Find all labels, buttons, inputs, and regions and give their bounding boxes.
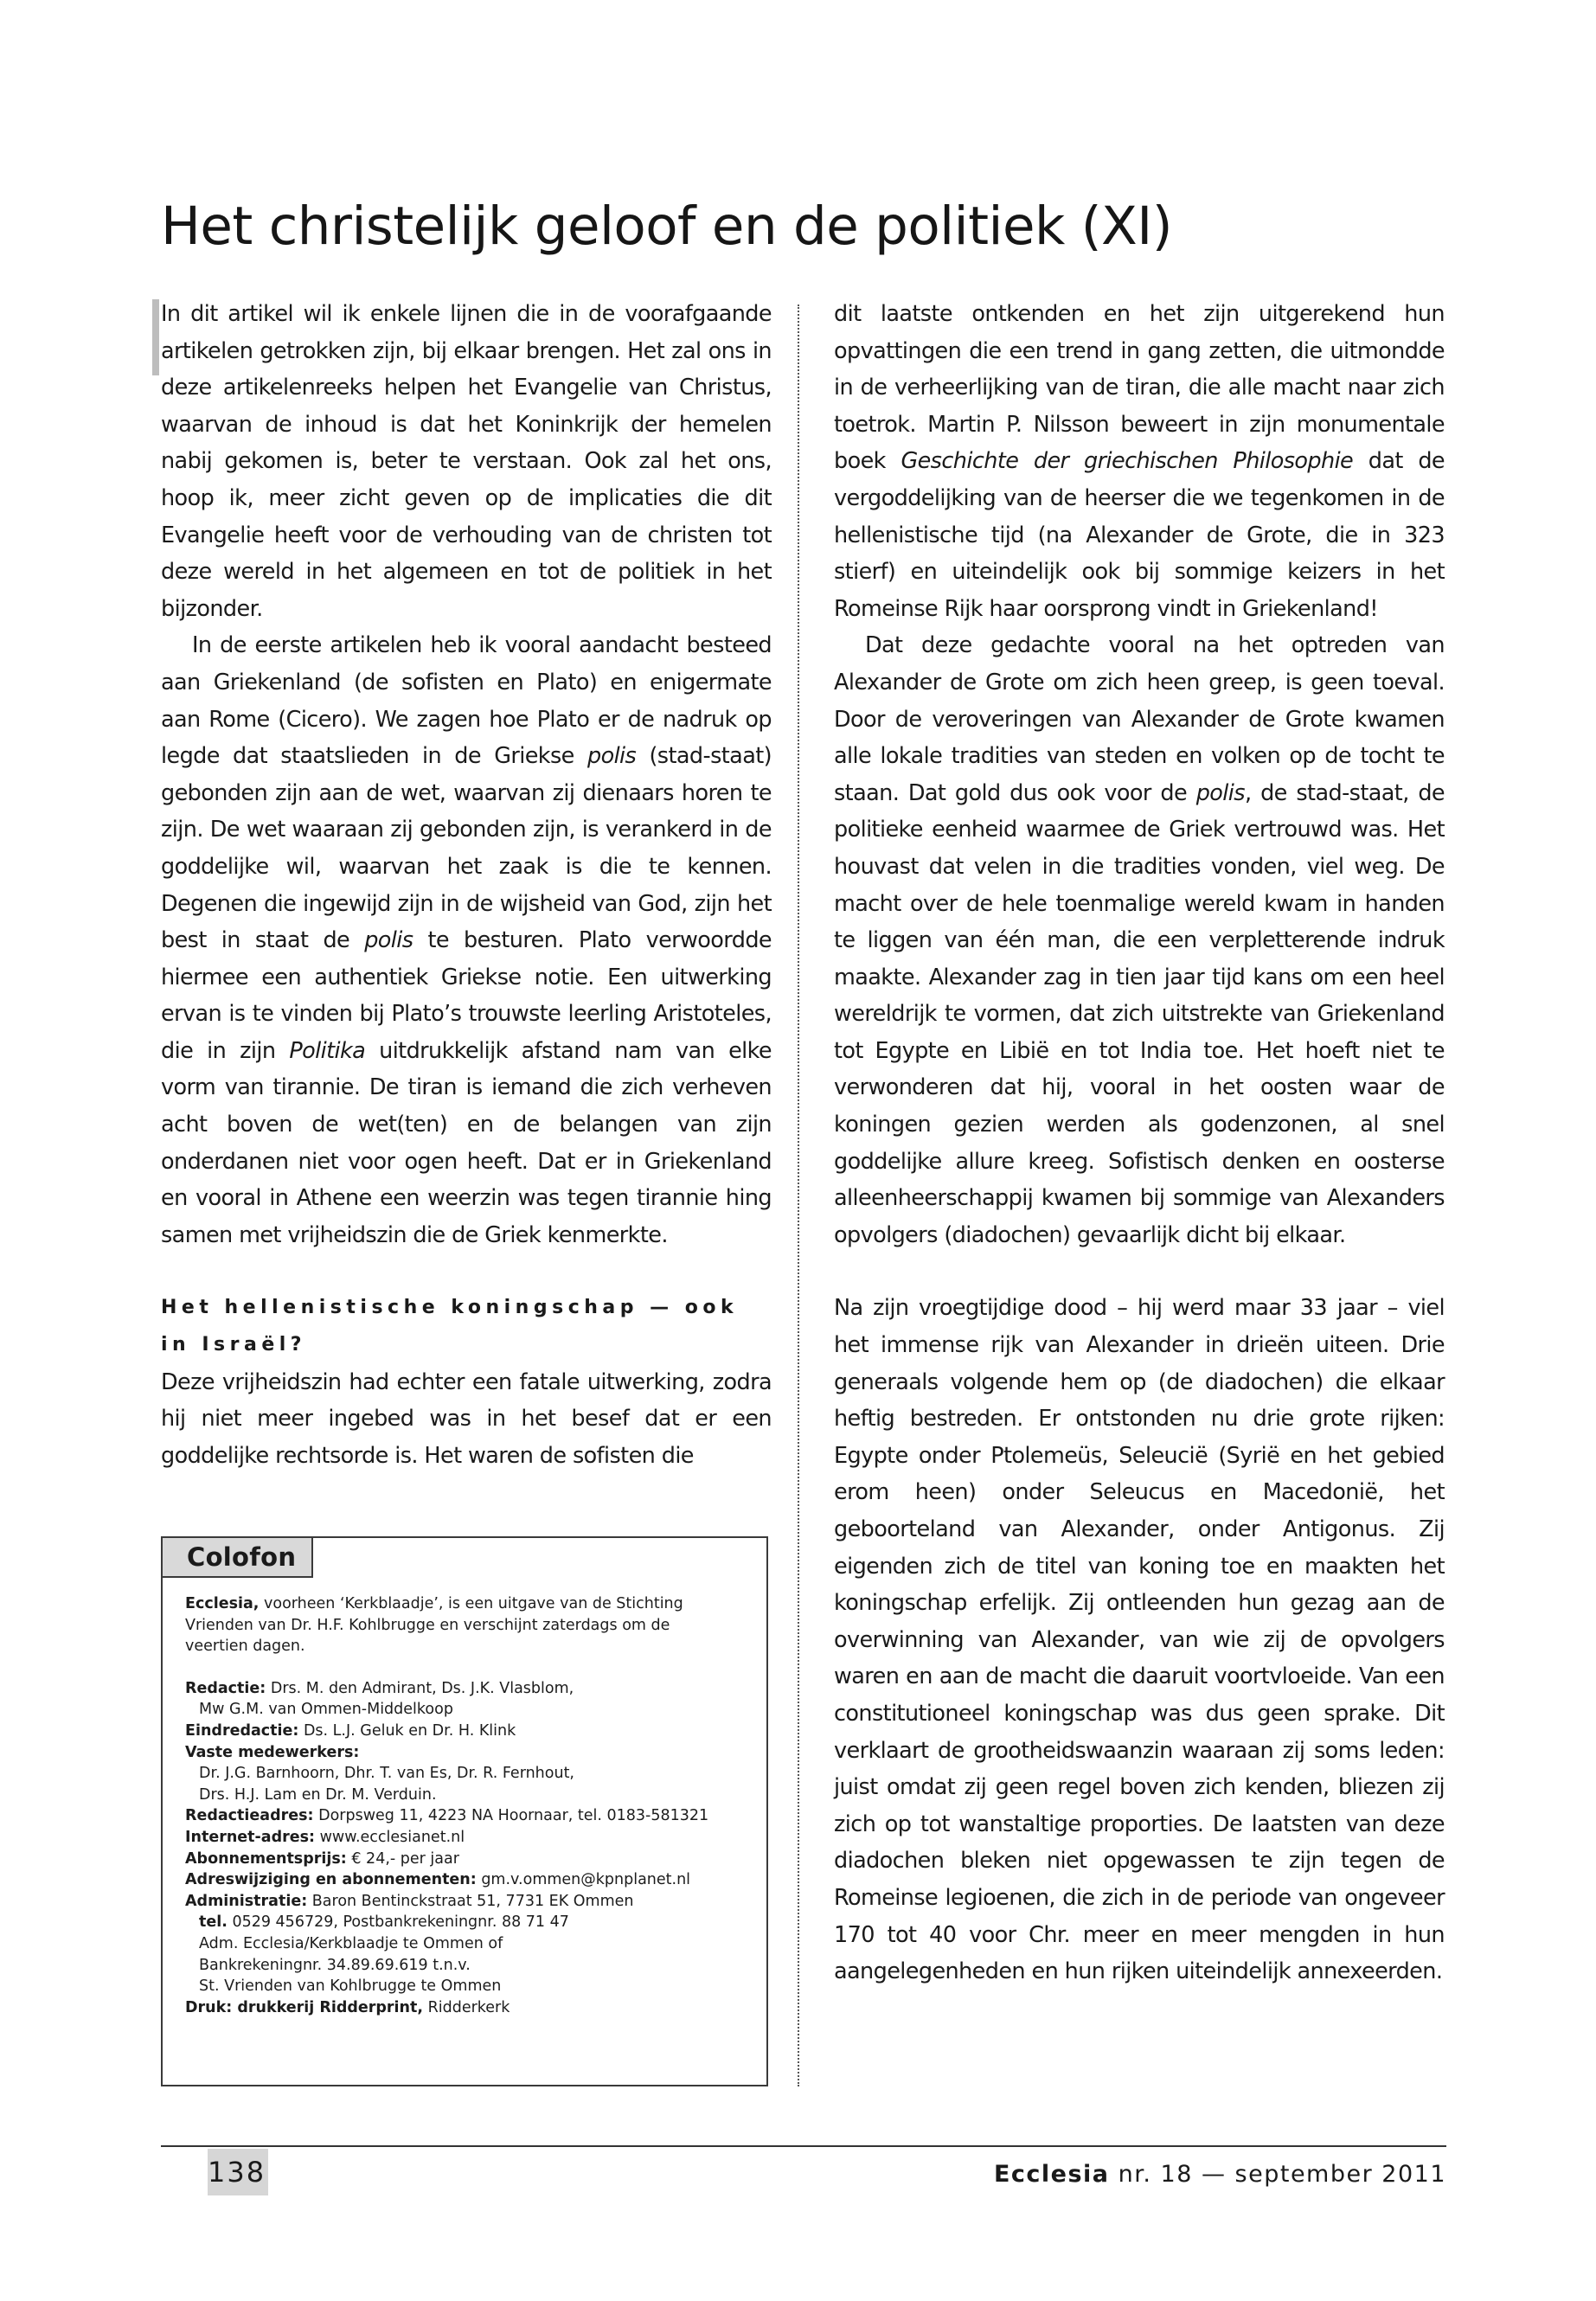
footer-rule bbox=[161, 2145, 1446, 2147]
colofon-label: Abonnementsprijs: bbox=[185, 1849, 347, 1868]
colofon-text: Dorpsweg 11, 4223 NA Hoornaar, tel. 0183-581321 bbox=[313, 1807, 709, 1825]
right-column bbox=[834, 296, 1445, 1990]
colofon-label: Internet-adres: bbox=[185, 1828, 316, 1846]
colofon-heading: Colofon bbox=[161, 1536, 313, 1578]
journal-name: Ecclesia bbox=[993, 2161, 1110, 2188]
colofon-label: tel. bbox=[199, 1913, 228, 1932]
column-divider bbox=[798, 304, 799, 2086]
colofon-text: Ridderkerk bbox=[423, 1998, 510, 2016]
paragraph-text: In de eerste artikelen heb ik vooral aandacht besteed aan Griekenland (de sofisten en Plato) en enigermate aan Rome (Cicero). We zagen hoe Plato er de nadruk op legde dat staatslieden in de Griekse bbox=[161, 632, 772, 770]
colofon-label: Administratie: bbox=[185, 1892, 308, 1910]
colofon-text: Vrienden van Dr. H.F. Kohlbrugge en verschijnt zaterdags om de bbox=[185, 1616, 670, 1634]
paragraph: Deze vrijheidszin had echter een fatale uitwerking, zodra hij niet meer ingebed was in het besef dat er een goddelijke rechtsorde is. Het waren de sofisten die bbox=[161, 1368, 772, 1469]
left-column bbox=[161, 296, 772, 1474]
colofon-text: St. Vrienden van Kohlbrugge te Ommen bbox=[199, 1977, 502, 1996]
paragraph bbox=[834, 627, 1445, 1253]
paragraph: Na zijn vroegtijdige dood – hij werd maar 33 jaar – viel het immense rijk van Alexander in drieën uiteen. Drie generaals volgende hem op (de diadochen) die elkaar heftig bestreden. Er ontstonden nu drie grote rijken: Egypte onder Ptolemeüs, Seleucië (Syrië en het gebied erom heen) onder Seleucus en Macedonië, het geboorteland van Alexander, onder Antigonus. Zij eigenden zich de titel van koning toe en maakten het koningschap erfelijk. Zij ontleenden hun gezag aan de overwinning van Alexander, van wie zij de opvolgers waren en aan de macht die daaruit voortvloeide. Van een constitutioneel koningschap was dus geen sprake. Dit verklaart de grootheidswaanzin waaraan zij soms leden: juist omdat zij geen regel boven zich kenden, bliezen zij zich op tot wanstaltige proporties. De laatsten van deze diadochen bleken niet opgewassen te zijn tegen de Romeinse legioenen, die zich in de periode van ongeveer 170 tot 40 voor Chr. meer en meer mengden in hun aangelegenheden en hun rijken uiteindelijk annexeerden. bbox=[834, 1295, 1445, 1985]
colofon-text: € 24,- per jaar bbox=[346, 1849, 459, 1868]
colofon-label: Redactieadres: bbox=[185, 1807, 314, 1825]
colofon-details bbox=[185, 1678, 756, 2019]
issue-info: nr. 18 — september 2011 bbox=[1109, 2161, 1446, 2188]
paragraph-text: uitdrukkelijk afstand nam van elke vorm van tirannie. De tiran is iemand die zich verheven acht boven de wet(ten) en de belangen van zijn onderdanen niet voor ogen heeft. Dat er in Griekenland en vooral in Athene een weerzin was tegen tirannie hing samen met vrijheidszin die de Griek kenmerkte. bbox=[161, 1037, 772, 1248]
colofon-text: veertien dagen. bbox=[185, 1638, 305, 1656]
paragraph-text: te besturen. Plato verwoordde hiermee een authentiek Griekse notie. Een uitwerking ervan is te vinden bij Plato’s trouwste leerling Aristoteles, die in zijn bbox=[161, 927, 772, 1064]
italic-term: Politika bbox=[289, 1037, 366, 1064]
paragraph-text: , de stad-staat, de politieke eenheid waarmee de Griek vertrouwd was. Het houvast dat velen in die tradities vonden, viel weg. De macht over de hele toenmalige wereld kwam in handen te liggen van één man, die een verpletterende indruk maakte. Alexander zag in tien jaar tijd kans om een heel wereldrijk te vormen, dat zich uitstrekte van Griekenland tot Egypte en Libië en tot India toe. Het hoeft niet te verwonderen dat hij, vooral in het oosten waar de koningen gezien werden als godenzonen, al snel goddelijke allure kreeg. Sofistisch denken en oosterse alleenheerschappij kwamen bij sommige van Alexanders opvolgers (diadochen) gevaarlijk dicht bij elkaar. bbox=[834, 779, 1445, 1248]
colofon-text: Mw G.M. van Ommen-Middelkoop bbox=[199, 1701, 453, 1719]
italic-book-title: Geschichte der griechischen Philosophie bbox=[901, 448, 1354, 475]
journal-info bbox=[994, 2157, 1446, 2192]
italic-term: polis bbox=[1195, 779, 1245, 806]
drop-cap-bar bbox=[152, 299, 159, 375]
colofon-text: Drs. M. den Admirant, Ds. J.K. Vlasblom, bbox=[266, 1679, 574, 1697]
colofon-label: Vaste medewerkers: bbox=[185, 1743, 360, 1761]
paragraph-text: dit laatste ontkenden en het zijn uitgerekend hun opvattingen die een trend in gang zetten, die uitmondde in de verheerlijking van de tiran, die alle macht naar zich toetrok. Martin P. Nilsson beweert in zijn monumentale boek bbox=[834, 301, 1445, 475]
article-title: Het christelijk geloof en de politiek (XI) bbox=[161, 195, 1173, 257]
colofon-label: Eindredactie: bbox=[185, 1721, 299, 1740]
colofon-label: Druk: drukkerij Ridderprint, bbox=[185, 1998, 424, 2016]
page-number: 138 bbox=[208, 2156, 266, 2189]
paragraph-text: (stad-staat) gebonden zijn aan de wet, waarvan zij dienaars horen te zijn. De wet waaraan zij gebonden zijn, is verankerd in de goddelijke wil, waarvan het zaak is die te kennen. Degenen die ingewijd zijn in de wijsheid van God, zijn het best in staat de bbox=[161, 743, 772, 954]
colofon-text: Adm. Ecclesia/Kerkblaadje te Ommen of bbox=[199, 1934, 503, 1952]
colofon-text: Dr. J.G. Barnhoorn, Dhr. T. van Es, Dr. R. Fernhout, bbox=[199, 1765, 574, 1783]
email-link[interactable]: gm.v.ommen@kpnplanet.nl bbox=[476, 1871, 691, 1889]
website-link[interactable]: www.ecclesianet.nl bbox=[315, 1828, 465, 1846]
italic-term: polis bbox=[586, 743, 637, 770]
paragraph-text: dat de vergoddelijking van de heerser die we tegenkomen in de hellenistische tijd (na Alexander de Grote, die in 323 stierf) en uiteindelijk ook bij sommige keizers in het Romeinse Rijk haar oorsprong vindt in Griekenland! bbox=[834, 448, 1445, 622]
colofon-text: Bankrekeningnr. 34.89.69.619 t.n.v. bbox=[199, 1956, 471, 1974]
colofon-text: Ds. L.J. Geluk en Dr. H. Klink bbox=[298, 1721, 516, 1740]
colofon-text: voorheen ‘Kerkblaadje’, is een uitgave van de Stichting bbox=[259, 1595, 683, 1612]
colofon-text: Baron Bentinckstraat 51, 7731 EK Ommen bbox=[307, 1892, 634, 1910]
paragraph bbox=[161, 627, 772, 1253]
colofon-text: 0529 456729, Postbankrekeningnr. 88 71 47 bbox=[227, 1913, 569, 1932]
colofon-box bbox=[161, 1536, 768, 2086]
colofon-label: Redactie: bbox=[185, 1679, 266, 1697]
colofon-text: Drs. H.J. Lam en Dr. M. Verduin. bbox=[199, 1785, 437, 1804]
colofon-body bbox=[185, 1593, 756, 2018]
section-subheading: Het hellenistische koningschap — ook in Israël? bbox=[161, 1297, 739, 1356]
paragraph-text: Dat deze gedachte vooral na het optreden van Alexander de Grote om zich heen greep, is geen toeval. Door de veroveringen van Alexander de Grote kwamen alle lokale tradities van steden en volken op de tocht te staan. Dat gold dus ook voor de bbox=[834, 632, 1445, 806]
colofon-label: Adreswijziging en abonnementen: bbox=[185, 1871, 477, 1889]
colofon-label: Ecclesia, bbox=[185, 1595, 260, 1612]
colofon-intro bbox=[185, 1593, 756, 1657]
paragraph bbox=[834, 296, 1445, 627]
paragraph: In dit artikel wil ik enkele lijnen die in de voorafgaande artikelen getrokken zijn, bij elkaar brengen. Het zal ons in deze artikelenreeks helpen het Evangelie van Christus, waarvan de inhoud is dat het Koninkrijk der hemelen nabij gekomen is, beter te verstaan. Ook zal het ons, hoop ik, meer zicht geven op de implicaties die dit Evangelie heeft voor de verhouding van de christen tot deze wereld in het algemeen en tot de politiek in het bijzonder. bbox=[161, 301, 772, 622]
italic-term: polis bbox=[364, 927, 413, 954]
